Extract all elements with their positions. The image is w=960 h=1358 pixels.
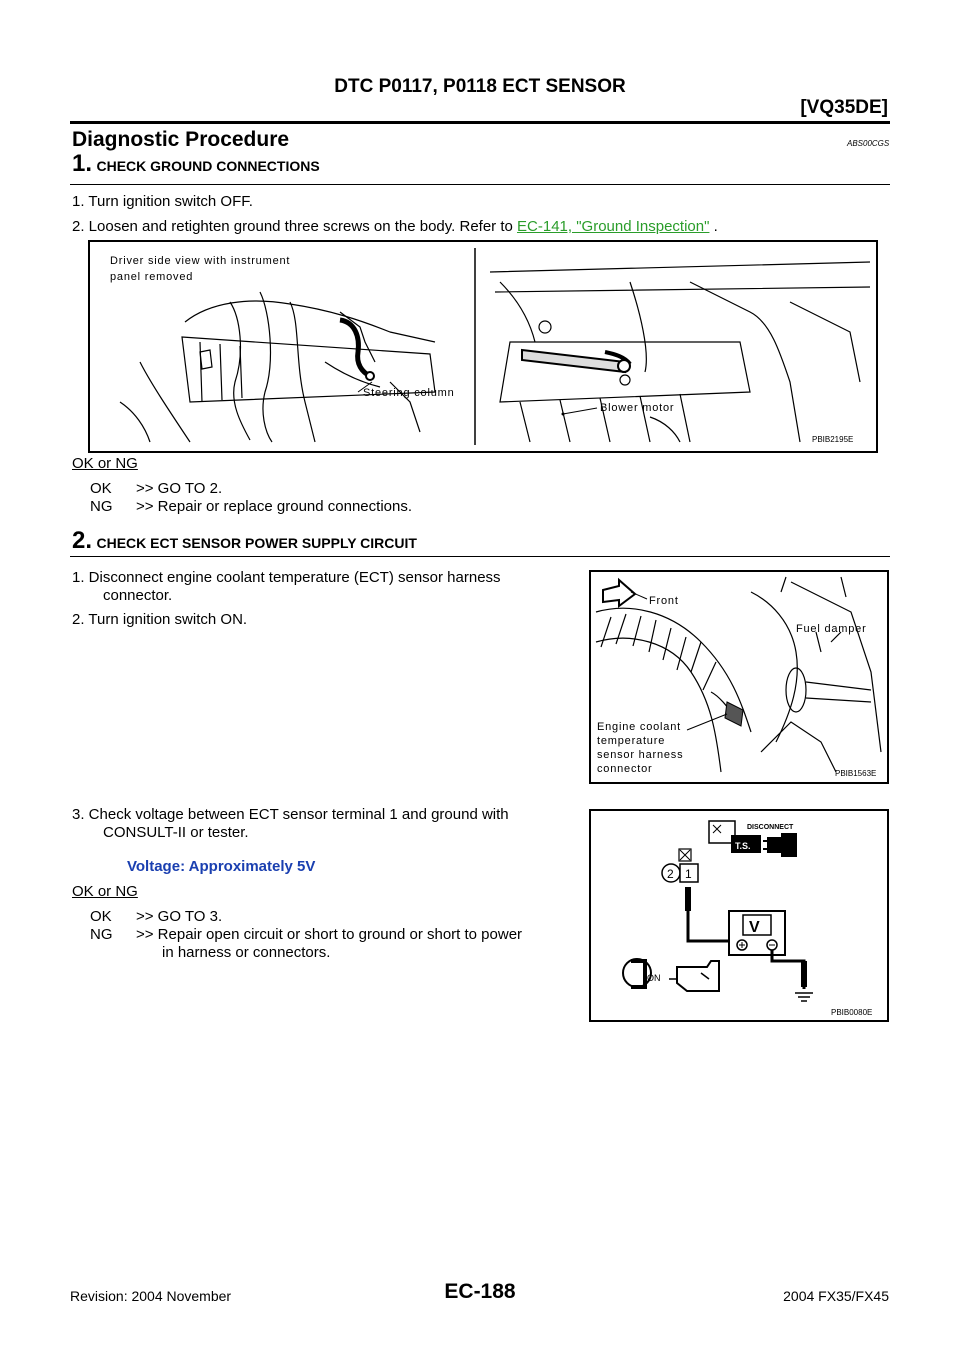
- step-2-rule: [70, 556, 890, 557]
- step-number: 1.: [72, 150, 93, 177]
- voltage-spec: Voltage: Approximately 5V: [127, 858, 316, 875]
- step-2-line-3: 3. Check voltage between ECT sensor terminal 1 and ground with CONSULT-II or tester.: [72, 806, 509, 841]
- step-1-line-2: 2. Loosen and retighten ground three screws on the body. Refer to EC-141, "Ground Inspection" .: [72, 218, 718, 235]
- step-2-line-2: 2. Turn ignition switch ON.: [72, 611, 248, 628]
- step-1-results: OK >> GO TO 2. NG >> Repair or replace ground connections.: [90, 480, 413, 515]
- step-number: 2.: [72, 527, 93, 554]
- section-code: ABS00CGS: [847, 139, 890, 148]
- figure-code: PBIB1563E: [835, 769, 877, 778]
- figure-ground-screws: [88, 240, 878, 453]
- ok-or-ng-label: OK or NG: [72, 883, 138, 900]
- step-2-line-1: 1. Disconnect engine coolant temperature (ECT) sensor harness connector.: [72, 569, 501, 604]
- page-number: EC-188: [444, 1280, 516, 1303]
- label-blower-motor: Blower motor: [600, 402, 675, 414]
- label-fuel-damper: Fuel damper: [796, 623, 867, 635]
- meter-v: V: [749, 919, 760, 936]
- engine-code: [VQ35DE]: [800, 97, 888, 118]
- step-title: CHECK GROUND CONNECTIONS: [96, 158, 320, 174]
- label-ect-2: temperature: [597, 735, 666, 747]
- section-title: Diagnostic Procedure: [72, 128, 290, 151]
- step-1-rule: [70, 184, 890, 185]
- figure-voltage-check: [589, 809, 889, 1022]
- ts-label: T.S.: [735, 841, 751, 851]
- ect-sensor-illustration: [591, 572, 887, 782]
- step-2-heading: [72, 527, 417, 555]
- label-steering-column: Steering column: [363, 387, 455, 399]
- ignition-on: ON: [647, 973, 661, 983]
- footer-model: 2004 FX35/FX45: [783, 1288, 889, 1304]
- label-ect-1: Engine coolant: [597, 721, 681, 733]
- pin-2: 2: [667, 867, 674, 881]
- figure-ect-sensor-location: [589, 570, 889, 784]
- page-header-title: DTC P0117, P0118 ECT SENSOR: [334, 76, 626, 97]
- caption-line-1: Driver side view with instrument: [110, 255, 291, 267]
- ground-screws-illustration: [90, 242, 876, 451]
- disconnect-label: DISCONNECT: [747, 824, 794, 831]
- ok-or-ng-label: OK or NG: [72, 455, 138, 472]
- step-title: CHECK ECT SENSOR POWER SUPPLY CIRCUIT: [96, 535, 417, 551]
- label-ect-4: connector: [597, 763, 653, 775]
- step-2-results: OK >> GO TO 3. NG >> Repair open circuit or short to ground or short to power in harness or connectors.: [90, 908, 523, 961]
- footer-revision: Revision: 2004 November: [70, 1288, 232, 1304]
- figure-code: PBIB2195E: [812, 435, 854, 444]
- voltage-check-illustration: [591, 811, 887, 1020]
- step-1-heading: [72, 150, 320, 178]
- ground-inspection-link[interactable]: EC-141, "Ground Inspection": [517, 218, 710, 235]
- header-rule: [70, 121, 890, 124]
- label-front: Front: [649, 595, 679, 607]
- step-1-line-1: 1. Turn ignition switch OFF.: [72, 193, 253, 210]
- label-ect-3: sensor harness: [597, 749, 684, 761]
- figure-code: PBIB0080E: [831, 1008, 873, 1017]
- caption-line-2: panel removed: [110, 271, 194, 283]
- pin-1: 1: [685, 867, 692, 881]
